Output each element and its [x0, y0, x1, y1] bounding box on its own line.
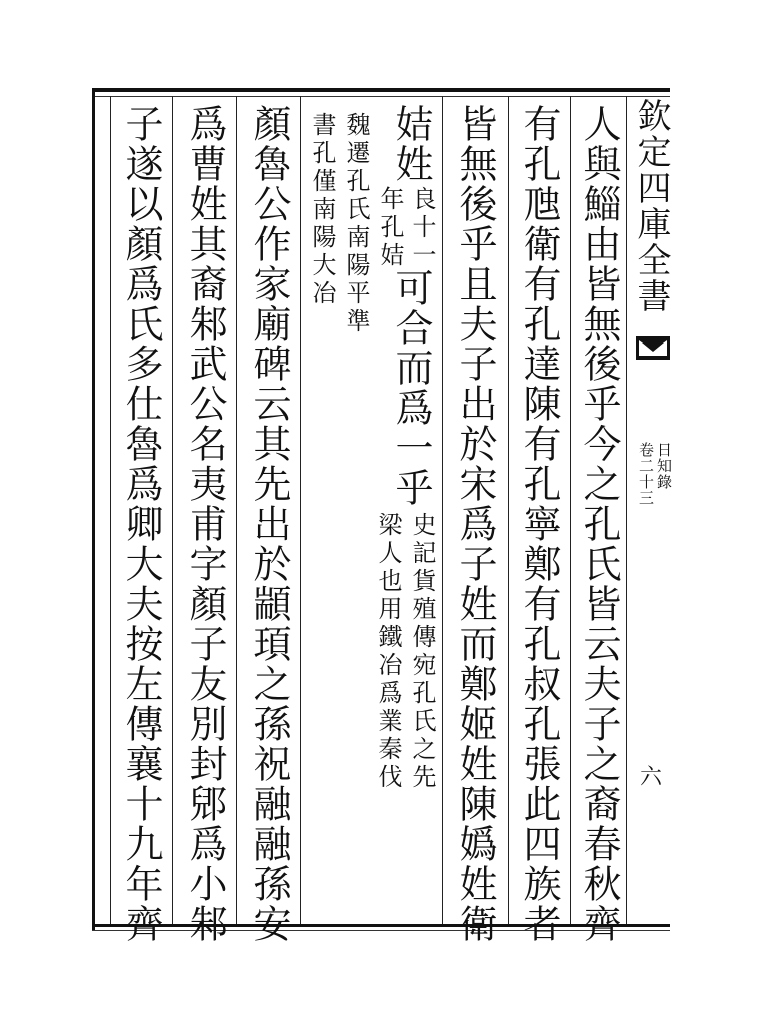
annotation-d: 梁人也用鐵冶爲業秦伐	[374, 512, 402, 792]
annotation-c: 史記貨殖傳宛孔氏之先	[408, 512, 436, 792]
top-border-inner	[92, 96, 670, 97]
column-divider	[508, 96, 509, 924]
text-column-3: 皆無後乎且夫子出於宋爲子姓而鄭姬姓陳嬀姓衛	[453, 104, 497, 944]
column-divider	[300, 96, 301, 924]
column-divider	[570, 96, 571, 924]
fish-tail-mark-icon	[636, 336, 670, 360]
text-column-2: 有孔虺衛有孔達陳有孔寧鄭有孔叔孔張此四族者	[517, 104, 561, 944]
collection-title: 欽定四庫全書	[631, 98, 671, 314]
text-column-7: 子遂以顏爲氏多仕魯爲卿大夫按左傳襄十九年齊	[119, 104, 163, 944]
annotation-a: 良十一	[408, 186, 436, 270]
text-column-4-head: 姞姓	[389, 104, 433, 184]
text-column-5: 顏魯公作家廟碑云其先出於顓頊之孫祝融融孫安	[247, 104, 291, 944]
text-column-1: 人與鯔由皆無後乎今之孔氏皆云夫子之裔春秋齊	[577, 104, 621, 944]
column-divider	[236, 96, 237, 924]
book-title: 日知錄	[655, 442, 673, 490]
page-mark: 六	[640, 765, 663, 790]
juan-number: 卷二十三	[637, 442, 655, 506]
text-column-4-body: 可合而爲一乎	[389, 268, 433, 508]
annotation-f: 書孔僅南陽大冶	[308, 112, 336, 308]
annotation-b: 年孔姞	[376, 186, 404, 270]
column-divider	[110, 96, 111, 924]
annotation-e: 魏遷孔氏南陽平準	[342, 112, 370, 336]
column-divider	[172, 96, 173, 924]
column-divider	[626, 96, 627, 924]
text-column-6: 爲曹姓其裔邾武公名夷甫字顏子友別封郳爲小邾	[183, 104, 227, 944]
top-border	[92, 88, 670, 92]
column-divider	[442, 96, 443, 924]
left-border	[92, 88, 95, 930]
